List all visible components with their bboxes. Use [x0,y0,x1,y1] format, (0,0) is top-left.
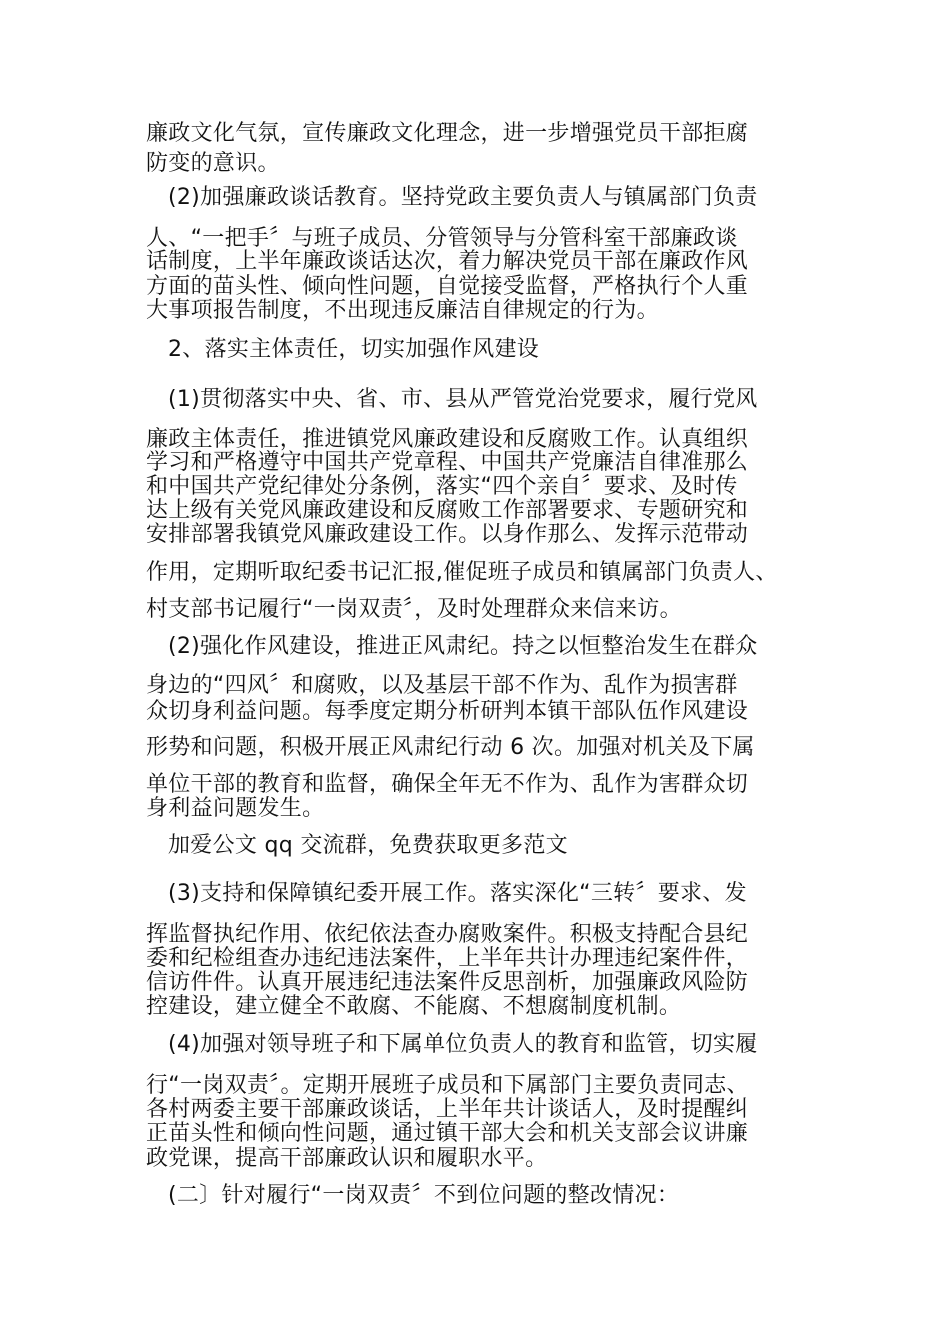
text-line: 众切身利益问题。每季度定期分析研判本镇干部队伍作风建设 [146,699,749,724]
text-line: 大事项报告制度，不出现违反廉洁自律规定的行为。 [146,298,659,323]
paragraph-start-line: (1)贯彻落实中央、省、市、县从严管党治党要求，履行党风 [168,387,758,412]
section-heading: 2、落实主体责任，切实加强作风建设 [168,337,540,362]
text-line: 行“一岗双责〞。定期开展班子成员和下属部门主要负责同志、 [146,1073,749,1098]
text-line: 达上级有关党风廉政建设和反腐败工作部署要求、专题研究和 [146,498,749,523]
text-line: 身利益问题发生。 [146,796,325,821]
section-heading: (二〕针对履行“一岗双责〞不到位问题的整改情况： [168,1183,680,1208]
paragraph-start-line: (2)加强廉政谈话教育。坚持党政主要负责人与镇属部门负责 [168,185,758,210]
text-line: 和中国共产党纪律处分条例，落实“四个亲自〞要求、及时传 [146,474,738,499]
text-line: 挥监督执纪作用、依纪依法查办腐败案件。积极支持配合县纪 [146,922,749,947]
text-line: 形势和问题，积极开展正风肃纪行动 6 次。加强对机关及下属 [146,735,755,760]
text-line: 身边的“四风〞和腐败，以及基层干部不作为、乱作为损害群 [146,673,738,698]
text-line: 方面的苗头性、倾向性问题，自觉接受监督，严格执行个人重 [146,274,749,299]
text-line: 村支部书记履行“一岗双责〞，及时处理群众来信来访。 [146,597,682,622]
paragraph-start-line: (4)加强对领导班子和下属单位负责人的教育和监管，切实履 [168,1032,758,1057]
text-line: 人、“一把手〞与班子成员、分管领导与分管科室干部廉政谈 [146,226,738,251]
text-line: 单位干部的教育和监督，确保全年无不作为、乱作为害群众切 [146,772,749,797]
text-line: 安排部署我镇党风廉政建设工作。以身作那么、发挥示范带动 [146,522,749,547]
text-line: 话制度，上半年廉政谈话达次，着力解决党员干部在廉政作风 [146,249,749,274]
paragraph-start-line: (3)支持和保障镇纪委开展工作。落实深化“三转〞要求、发 [168,881,747,906]
text-line: 政党课，提高干部廉政认识和履职水平。 [146,1146,548,1171]
text-line: 委和纪检组查办违纪违法案件，上半年共计办理违纪案件件， [146,946,749,971]
text-line: 作用，定期听取纪委书记汇报,催促班子成员和镇属部门负责人、 [146,560,778,585]
text-line: 廉政文化气氛，宣传廉政文化理念，进一步增强党员干部拒腐 [146,121,749,146]
text-line: 各村两委主要干部廉政谈话，上半年共计谈话人，及时提醒纠 [146,1097,749,1122]
text-line: 正苗头性和倾向性问题，通过镇干部大会和机关支部会议讲廉 [146,1121,749,1146]
text-line: 控建设，建立健全不敢腐、不能腐、不想腐制度机制。 [146,994,682,1019]
text-line: 信访件件。认真开展违纪违法案件反思剖析，加强廉政风险防 [146,970,749,995]
paragraph-start-line: (2)强化作风建设，推进正风肃纪。持之以恒整治发生在群众 [168,634,758,659]
text-line: 学习和严格遵守中国共产党章程、中国共产党廉洁自律准那么 [146,450,749,475]
promo-text: 加爱公文 qq 交流群，免费获取更多范文 [168,833,568,858]
text-line: 防变的意识。 [146,151,280,176]
text-line: 廉政主体责任，推进镇党风廉政建设和反腐败工作。认真组织 [146,427,749,452]
